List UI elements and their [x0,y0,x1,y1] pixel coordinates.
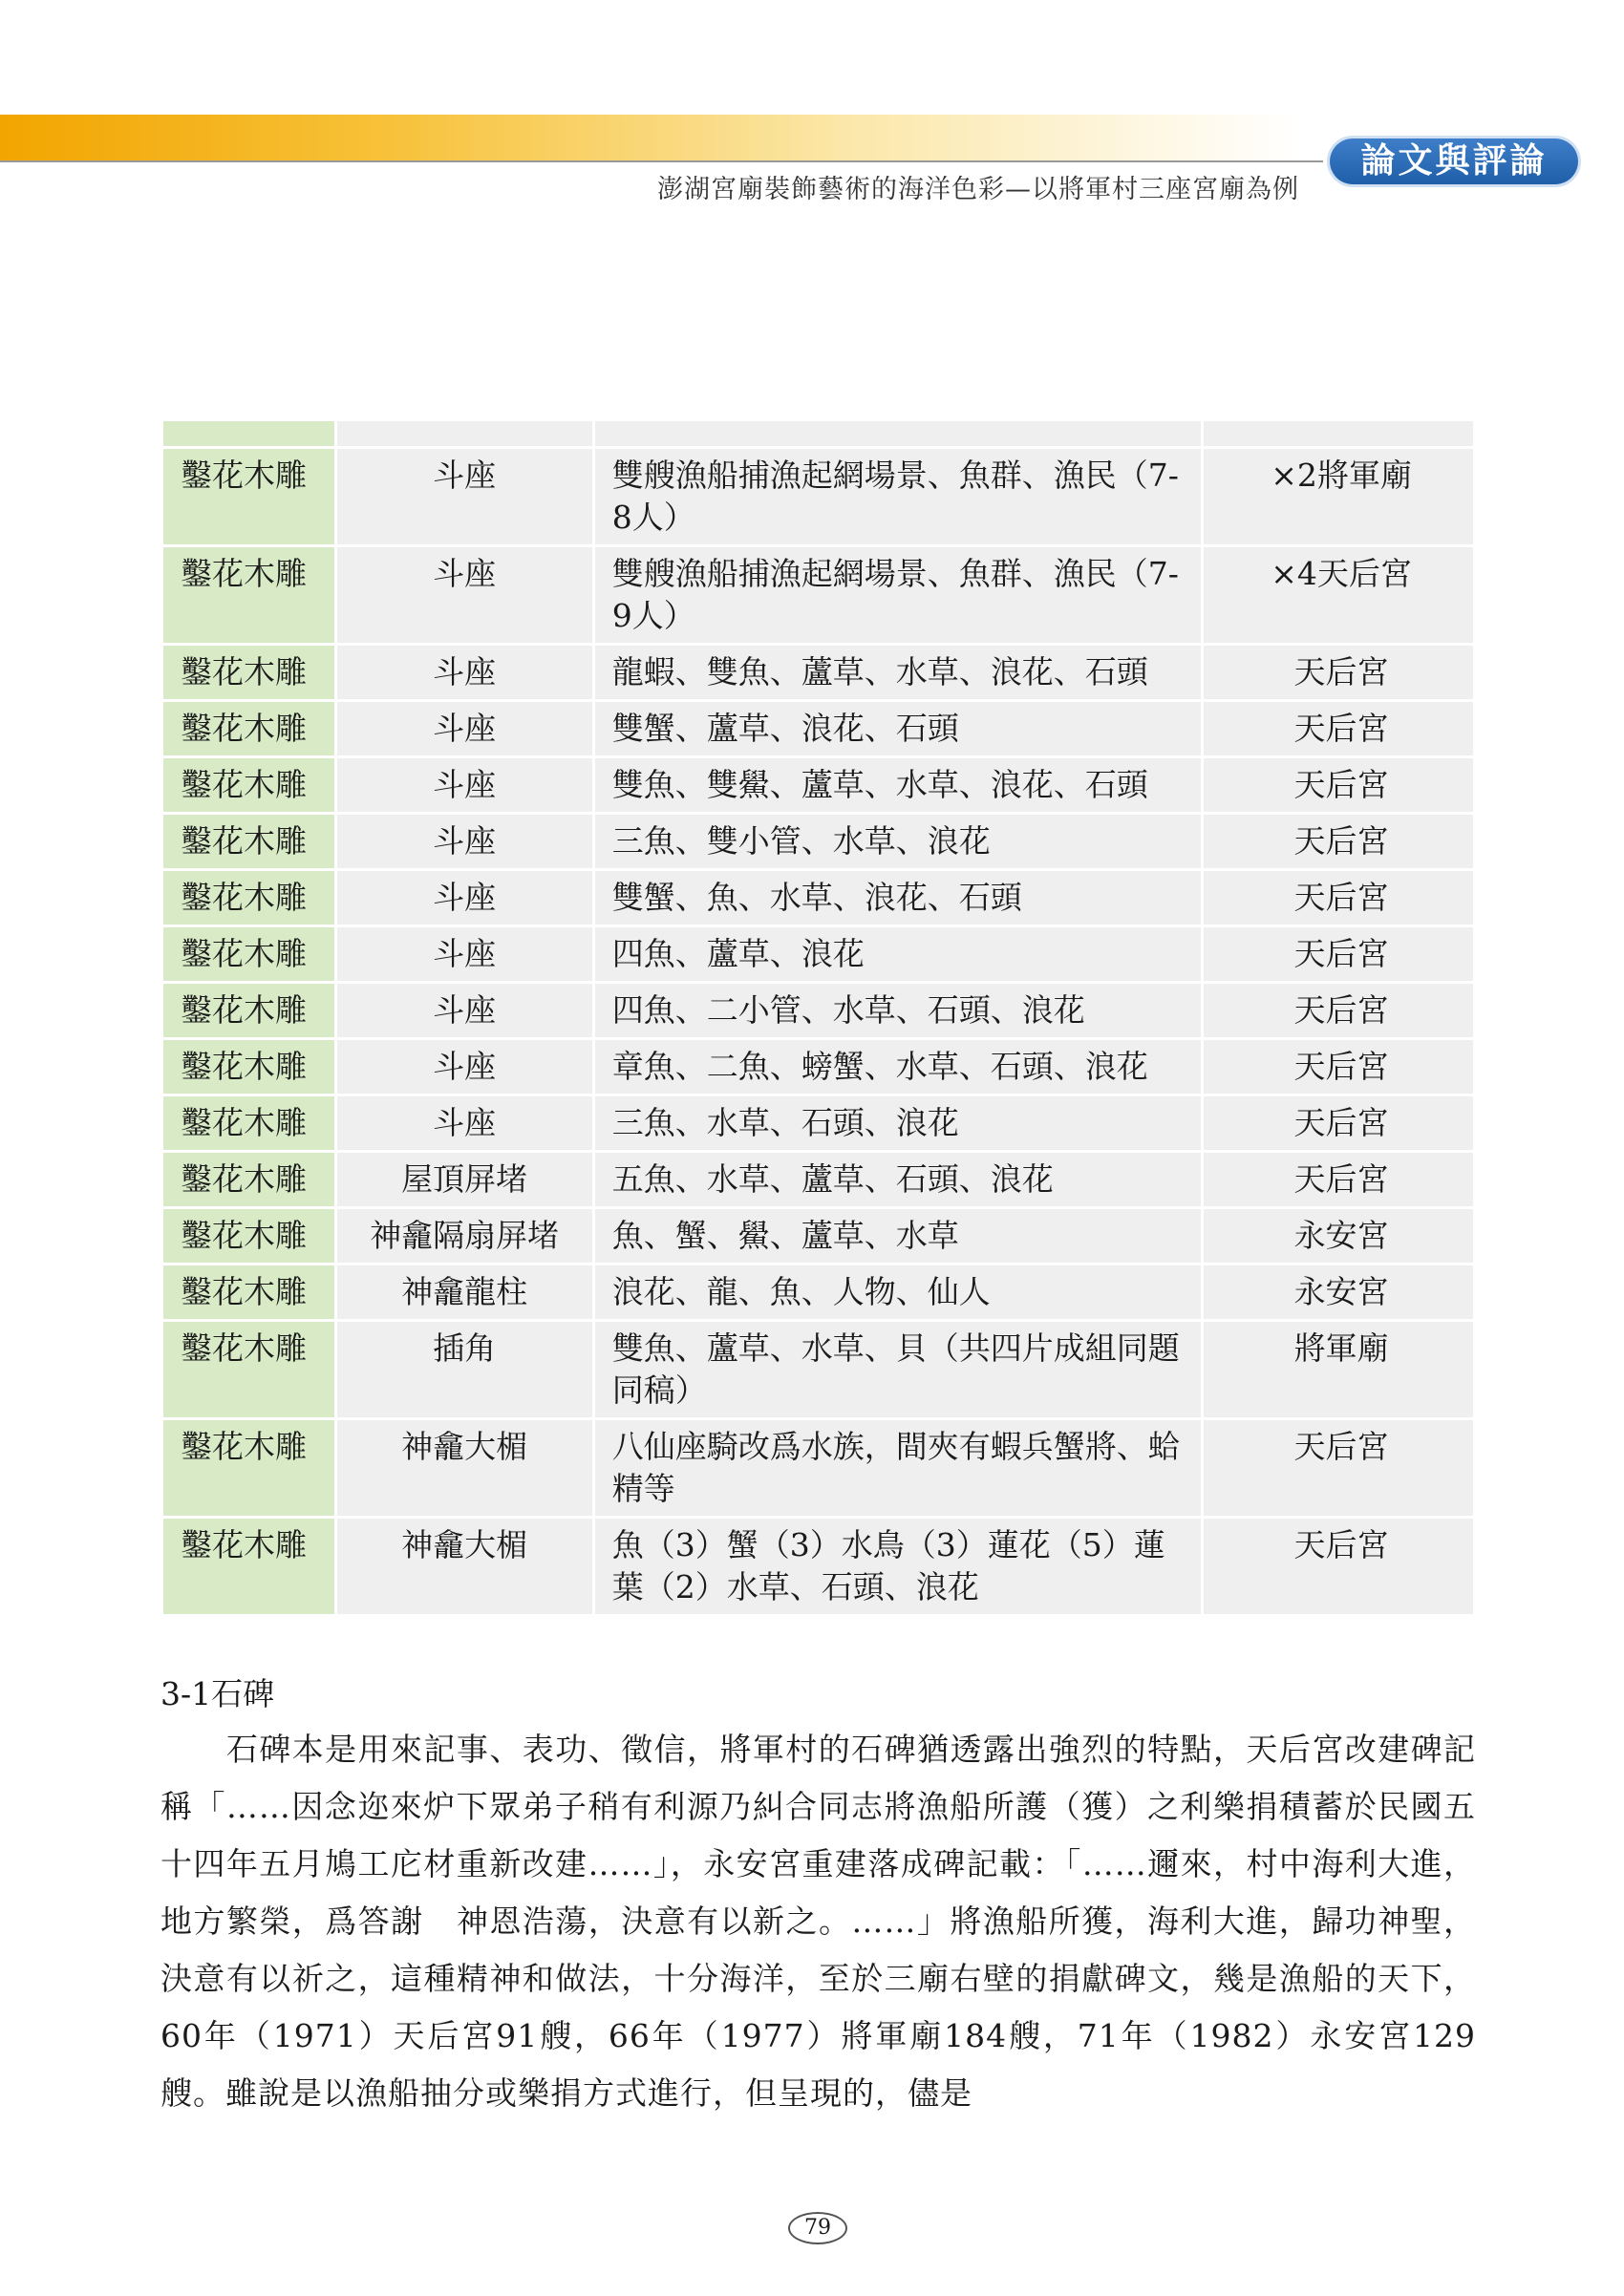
table-row [163,758,1473,812]
table-cell-temple: 將軍廟 [1204,1322,1473,1417]
table-cell-location: 斗座 [337,1096,592,1150]
table-row [163,1040,1473,1094]
table-cell-content: 浪花、龍、魚、人物、仙人 [595,1265,1201,1319]
table-cell-location: 斗座 [337,646,592,699]
table-cell-content: 雙魚、雙鱟、蘆草、水草、浪花、石頭 [595,758,1201,812]
table-cell-technique: 鑿花木雕 [163,1420,334,1516]
page-number: 79 [788,2212,847,2244]
body-paragraph: 石碑本是用來記事、表功、徵信，將軍村的石碑猶透露出強烈的特點，天后宮改建碑記稱「……因念迩來炉下眾弟子稍有利源乃糾合同志將漁船所護（獲）之利樂捐積蓄於民國五十四年五月鳩工庀材重新改建……」，永安宮重建落成碑記載：「……邇來，村中海利大進，地方繁榮，爲答謝 神恩浩蕩，決意有以新之。……」將漁船所獲，海利大進，歸功神聖，決意有以祈之，這種精神和做法，十分海洋，至於三廟右壁的捐獻碑文，幾是漁船的天下，60年（1971）天后宮91艘，66年（1977）將軍廟184艘，71年（1982）永安宮129艘。雖說是以漁船抽分或樂捐方式進行，但呈現的，儘是 [160,1731,1476,2112]
table-cell-location: 斗座 [337,702,592,755]
table-cell-content: 四魚、蘆草、浪花 [595,927,1201,981]
header-rule [0,160,1323,162]
running-title: 澎湖宮廟裝飾藝術的海洋色彩—以將軍村三座宮廟為例 [657,175,1299,204]
table-cell-location: 斗座 [337,815,592,868]
table-row [163,1519,1473,1614]
table-cell-content: 雙蟹、魚、水草、浪花、石頭 [595,871,1201,925]
table-row [163,927,1473,981]
decoration-table [160,418,1476,1617]
table-cell-content: 雙艘漁船捕漁起網場景、魚群、漁民（7-9人） [595,547,1201,643]
table-cell-content: 雙魚、蘆草、水草、貝（共四片成組同題同稿） [595,1322,1201,1417]
table-cell-temple: ×4天后宮 [1204,547,1473,643]
table-cell-location: 斗座 [337,984,592,1037]
table-cell-content: 章魚、二魚、螃蟹、水草、石頭、浪花 [595,1040,1201,1094]
table-cell-temple: ×2將軍廟 [1204,449,1473,544]
table-cell-technique: 鑿花木雕 [163,815,334,868]
table-cell-location: 神龕龍柱 [337,1265,592,1319]
table-cell-technique: 鑿花木雕 [163,871,334,925]
table-cell-location: 斗座 [337,1040,592,1094]
header-accent-bar [0,115,1299,160]
table-row [163,1322,1473,1417]
table-cell-technique: 鑿花木雕 [163,984,334,1037]
table-cell-content: 雙艘漁船捕漁起網場景、魚群、漁民（7-8人） [595,449,1201,544]
table-row [163,815,1473,868]
table-row [163,1096,1473,1150]
section-badge: 論文與評論 [1330,138,1578,184]
table-cell-temple: 天后宮 [1204,702,1473,755]
table-cell-temple: 天后宮 [1204,984,1473,1037]
table-cell-technique: 鑿花木雕 [163,646,334,699]
table-cell-location: 插角 [337,1322,592,1417]
table-cell-temple: 天后宮 [1204,815,1473,868]
table-cell-technique: 鑿花木雕 [163,1322,334,1417]
table-top-spacer-row [163,421,1473,446]
table-cell-location: 斗座 [337,547,592,643]
table-cell-location: 斗座 [337,758,592,812]
table-cell-location: 斗座 [337,927,592,981]
table-cell-technique: 鑿花木雕 [163,449,334,544]
table-cell-location: 神龕大楣 [337,1420,592,1516]
table-cell-content: 魚、蟹、鱟、蘆草、水草 [595,1209,1201,1263]
table-row [163,1153,1473,1206]
table-cell-content: 魚（3）蟹（3）水鳥（3）蓮花（5）蓮葉（2）水草、石頭、浪花 [595,1519,1201,1614]
table-cell-technique: 鑿花木雕 [163,1040,334,1094]
table-cell-content: 五魚、水草、蘆草、石頭、浪花 [595,1153,1201,1206]
table-row [163,702,1473,755]
table-cell-temple: 天后宮 [1204,1096,1473,1150]
table-cell-location: 屋頂屏堵 [337,1153,592,1206]
table-row [163,1265,1473,1319]
table-cell-location: 神龕隔扇屏堵 [337,1209,592,1263]
table-cell-temple: 天后宮 [1204,1420,1473,1516]
table-cell-temple: 天后宮 [1204,758,1473,812]
table-cell-content: 四魚、二小管、水草、石頭、浪花 [595,984,1201,1037]
table-cell-technique: 鑿花木雕 [163,1265,334,1319]
table-cell-temple: 天后宮 [1204,871,1473,925]
table-cell-location: 斗座 [337,449,592,544]
table-cell-temple: 永安宮 [1204,1265,1473,1319]
table-cell-technique: 鑿花木雕 [163,1519,334,1614]
table-cell-technique: 鑿花木雕 [163,1096,334,1150]
table-row [163,547,1473,643]
table-cell-content: 三魚、雙小管、水草、浪花 [595,815,1201,868]
table-cell-technique: 鑿花木雕 [163,1153,334,1206]
table-cell-temple: 天后宮 [1204,646,1473,699]
table-row [163,1420,1473,1516]
table-cell-temple: 天后宮 [1204,1040,1473,1094]
table-cell-temple: 天后宮 [1204,927,1473,981]
table-cell-temple: 永安宮 [1204,1209,1473,1263]
table-cell-content: 三魚、水草、石頭、浪花 [595,1096,1201,1150]
table-cell-technique: 鑿花木雕 [163,702,334,755]
table-cell-technique: 鑿花木雕 [163,1209,334,1263]
table-row [163,646,1473,699]
table-cell-location: 斗座 [337,871,592,925]
table-cell-temple: 天后宮 [1204,1153,1473,1206]
table-cell-technique: 鑿花木雕 [163,758,334,812]
table-cell-content: 雙蟹、蘆草、浪花、石頭 [595,702,1201,755]
table-row [163,449,1473,544]
table-cell-technique: 鑿花木雕 [163,927,334,981]
section-heading: 3-1石碑 [160,1675,275,1712]
table-cell-temple: 天后宮 [1204,1519,1473,1614]
table-cell-content: 八仙座騎改爲水族，間夾有蝦兵蟹將、蛤精等 [595,1420,1201,1516]
table-cell-content: 龍蝦、雙魚、蘆草、水草、浪花、石頭 [595,646,1201,699]
table-cell-location: 神龕大楣 [337,1519,592,1614]
table-row [163,1209,1473,1263]
table-row [163,984,1473,1037]
table-row [163,871,1473,925]
table-cell-technique: 鑿花木雕 [163,547,334,643]
